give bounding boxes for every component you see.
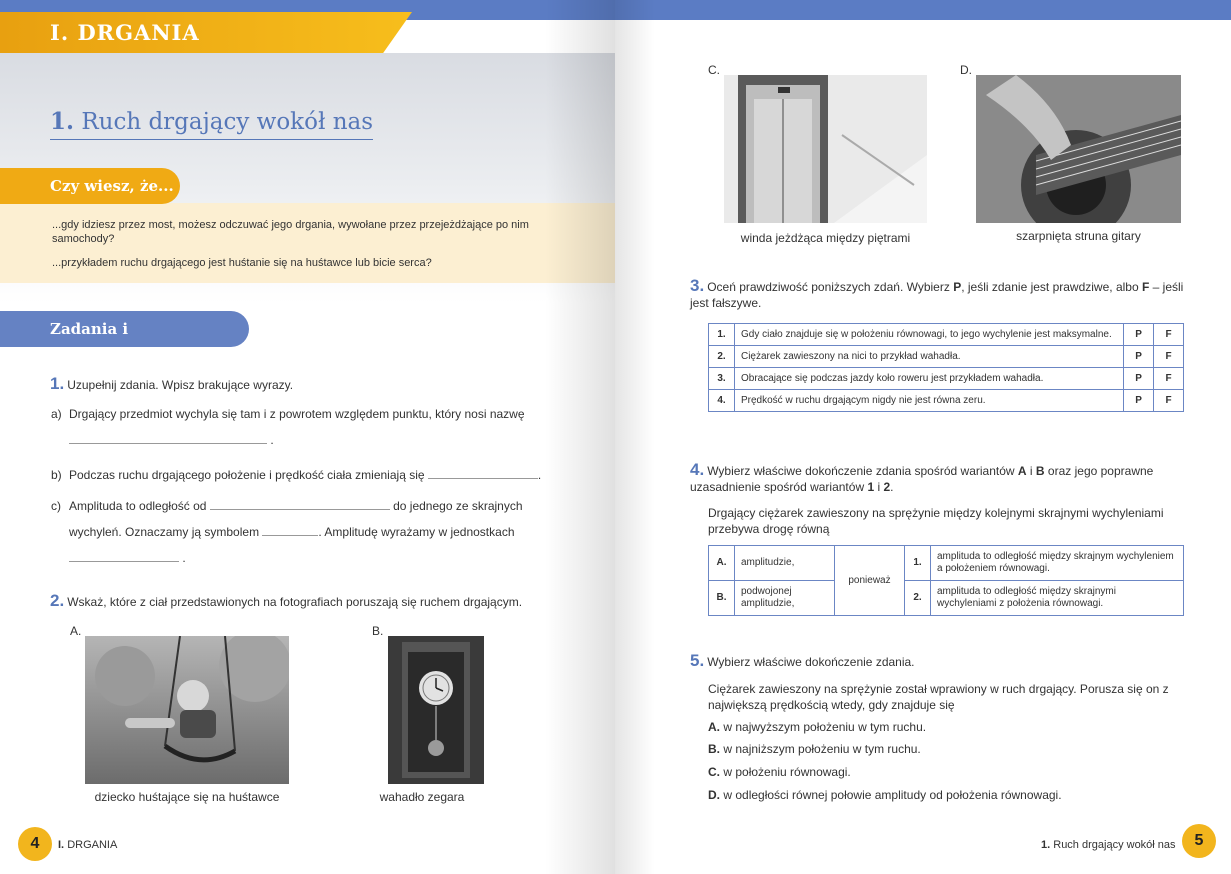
statement: Ciężarek zawieszony na nici to przykład wahadła. <box>734 346 1123 368</box>
statement: Prędkość w ruchu drgającym nigdy nie jest równa zeru. <box>734 390 1123 412</box>
option-f[interactable]: F <box>1154 368 1184 390</box>
task-1c-text-2: do jednego ze skrajnych <box>393 499 523 513</box>
task-1a-text: Drgający przedmiot wychyla się tam i z powrotem względem punktu, który nosi nazwę <box>69 407 525 421</box>
period: . <box>270 433 274 447</box>
task-3-p: P <box>953 280 962 294</box>
option-label: A. <box>708 720 720 734</box>
option-text: w odległości równej połowie amplitudy od położenia równowagi. <box>723 788 1062 802</box>
task-4-i-2: i <box>874 480 884 494</box>
footer-right-text: Ruch drgający wokół nas <box>1053 839 1176 851</box>
period: . <box>537 468 542 482</box>
row-number: 4. <box>709 390 735 412</box>
photo-c-letter: C. <box>708 63 720 77</box>
task-4-number: 4. <box>690 460 705 479</box>
table-row <box>709 390 1184 412</box>
option-f[interactable]: F <box>1154 390 1184 412</box>
task-1b-label: b) <box>51 468 62 482</box>
swing-image <box>85 636 289 784</box>
answer-blank[interactable] <box>69 552 179 562</box>
task-1-number: 1. <box>50 374 65 393</box>
task-5-option-d[interactable] <box>708 787 1062 803</box>
task-1a-blank-line <box>69 432 274 448</box>
answer-blank[interactable] <box>262 526 318 536</box>
row-number: 1. <box>709 324 735 346</box>
task-5-option-c[interactable] <box>708 764 851 780</box>
answer-blank[interactable] <box>210 500 390 510</box>
top-band <box>615 0 1231 20</box>
period: . <box>182 551 186 565</box>
option-a-label[interactable]: A. <box>709 546 735 581</box>
task-3-number: 3. <box>690 276 705 295</box>
chapter-title: I. DRGANIA <box>50 20 200 45</box>
task-5-option-b[interactable] <box>708 741 921 757</box>
option-p[interactable]: P <box>1124 324 1154 346</box>
task-1-text: Uzupełnij zdania. Wpisz brakujące wyrazy. <box>67 378 294 392</box>
guitar-image <box>976 75 1181 223</box>
option-p[interactable]: P <box>1124 368 1154 390</box>
page-number-left: 4 <box>18 827 52 861</box>
task-3-text-a: Oceń prawdziwość poniższych zdań. Wybierz <box>707 280 954 294</box>
task-1b-text: Podczas ruchu drgającego położenie i prędkość ciała zmieniają się <box>69 468 425 482</box>
task-4-i-1: i <box>1026 464 1036 478</box>
left-page <box>0 0 615 874</box>
task-1c-text-3: wychyleń. Oznaczamy ją symbolem <box>69 525 260 539</box>
answer-blank[interactable] <box>69 434 267 444</box>
row-number: 3. <box>709 368 735 390</box>
option-f[interactable]: F <box>1154 324 1184 346</box>
option-b-text[interactable]: podwojonej amplitudzie, <box>735 581 835 616</box>
photo-elevator <box>724 75 927 223</box>
task-4-heading <box>690 462 1185 495</box>
task-4-2: 2 <box>883 480 891 494</box>
photo-c-caption: winda jeżdżąca między piętrami <box>740 231 911 245</box>
photo-guitar <box>976 75 1181 223</box>
clock-image <box>388 636 484 784</box>
true-false-table <box>708 323 1184 412</box>
task-1c-line-2 <box>69 524 549 540</box>
photo-b-caption: wahadło zegara <box>379 790 465 804</box>
footer-left-text: DRGANIA <box>67 839 118 851</box>
reason-2-text[interactable]: amplituda to odległość między skrajnymi wychyleniami z położenia równowagi. <box>931 581 1184 616</box>
right-page <box>615 0 1231 874</box>
task-2-text: Wskaż, które z ciał przedstawionych na fotografiach poruszają się ruchem drgającym. <box>67 595 523 609</box>
task-4-dot: . <box>890 480 894 494</box>
task-4-a: A <box>1017 464 1027 478</box>
answer-blank[interactable] <box>428 469 538 479</box>
fact-1: ...gdy idziesz przez most, możesz odczuwać jego drgania, wywołane przez przejeżdżające po nim samochody? <box>52 219 529 245</box>
task-5-number: 5. <box>690 651 705 670</box>
photo-child-on-swing <box>85 636 289 784</box>
task-5-heading <box>690 653 1185 670</box>
task-1c-label: c) <box>51 499 61 513</box>
table-row <box>709 546 1184 581</box>
task-5-stem: Ciężarek zawieszony na sprężynie został wprawiony w ruch drgający. Porusza się on z największą prędkością wtedy, gdy znajduje się <box>708 682 1169 712</box>
statement: Gdy ciało znajduje się w położeniu równowagi, to jego wychylenie jest maksymalne. <box>734 324 1123 346</box>
footer-left-bold: I. <box>58 839 65 851</box>
photo-d-caption: szarpnięta struna gitary <box>1016 229 1141 243</box>
task-5-text: Wybierz właściwe dokończenie zdania. <box>707 655 915 669</box>
row-number: 2. <box>709 346 735 368</box>
table-row <box>709 324 1184 346</box>
task-4-stem: Drgający ciężarek zawieszony na sprężynie między kolejnymi skrajnymi wychyleniami przebywa drogę równą <box>708 506 1164 536</box>
lesson-title-text: Ruch drgający wokół nas <box>81 109 374 135</box>
reason-1-label[interactable]: 1. <box>905 546 931 581</box>
photo-a-caption: dziecko huśtające się na huśtawce <box>94 790 280 804</box>
option-p[interactable]: P <box>1124 390 1154 412</box>
footer-right-label <box>1041 839 1176 851</box>
footer-left-label <box>58 839 117 851</box>
task-4-text-b: oraz jego poprawne uzasadnienie spośród wariantów <box>690 464 1154 494</box>
task-3-text-b: , jeśli zdanie jest prawdziwe, albo <box>961 280 1142 294</box>
task-3-text-c: – jeśli jest fałszywe. <box>690 280 1184 310</box>
option-p[interactable]: P <box>1124 346 1154 368</box>
task-1c-text-4: . Amplitudę wyrażamy w jednostkach <box>318 525 515 539</box>
page-number-right: 5 <box>1182 824 1216 858</box>
task-1c-line-3 <box>69 550 186 566</box>
task-4-1: 1 <box>867 480 875 494</box>
photo-d-letter: D. <box>960 63 972 77</box>
photo-a-letter: A. <box>70 624 82 638</box>
lesson-number: 1. <box>50 108 75 135</box>
fact-2: ...przykładem ruchu drgającego jest huśtanie się na huśtawce lub bicie serca? <box>52 257 432 269</box>
statement: Obracające się podczas jazdy koło roweru jest przykładem wahadła. <box>734 368 1123 390</box>
because-cell: ponieważ <box>835 546 905 616</box>
task-2-number: 2. <box>50 591 65 610</box>
table-row <box>709 368 1184 390</box>
elevator-image <box>724 75 927 223</box>
option-text: w najwyższym położeniu w tym ruchu. <box>723 720 927 734</box>
did-you-know-header: Czy wiesz, że... <box>0 168 180 204</box>
reasoning-table <box>708 545 1184 616</box>
photo-b-letter: B. <box>372 624 384 638</box>
tasks-header: Zadania i doświadczenia <box>0 311 249 347</box>
table-row <box>709 581 1184 616</box>
task-1b-line <box>69 467 541 483</box>
task-1a-label: a) <box>51 407 62 421</box>
reason-1-text[interactable]: amplituda to odległość między skrajnym wychyleniem a położeniem równowagi. <box>931 546 1184 581</box>
task-1-heading <box>50 376 293 393</box>
option-label: B. <box>708 742 720 756</box>
task-4-text-a: Wybierz właściwe dokończenie zdania spośród wariantów <box>707 464 1018 478</box>
footer-right-bold: 1. <box>1041 839 1051 851</box>
task-5-option-a[interactable] <box>708 719 926 735</box>
option-b-label[interactable]: B. <box>709 581 735 616</box>
task-4-b: B <box>1035 464 1045 478</box>
lesson-title <box>50 108 373 140</box>
option-text: w najniższym położeniu w tym ruchu. <box>723 742 921 756</box>
option-label: D. <box>708 788 720 802</box>
reason-2-label[interactable]: 2. <box>905 581 931 616</box>
option-f[interactable]: F <box>1154 346 1184 368</box>
gutter-shadow <box>615 0 655 874</box>
task-1c-line-1 <box>69 498 549 514</box>
task-3-heading <box>690 278 1185 311</box>
task-3-f: F <box>1141 280 1150 294</box>
table-row <box>709 346 1184 368</box>
option-a-text[interactable]: amplitudzie, <box>735 546 835 581</box>
option-label: C. <box>708 765 720 779</box>
photo-pendulum-clock <box>388 636 484 784</box>
task-1c-text-1: Amplituda to odległość od <box>69 499 207 513</box>
task-2-heading <box>50 593 522 610</box>
option-text: w położeniu równowagi. <box>723 765 851 779</box>
